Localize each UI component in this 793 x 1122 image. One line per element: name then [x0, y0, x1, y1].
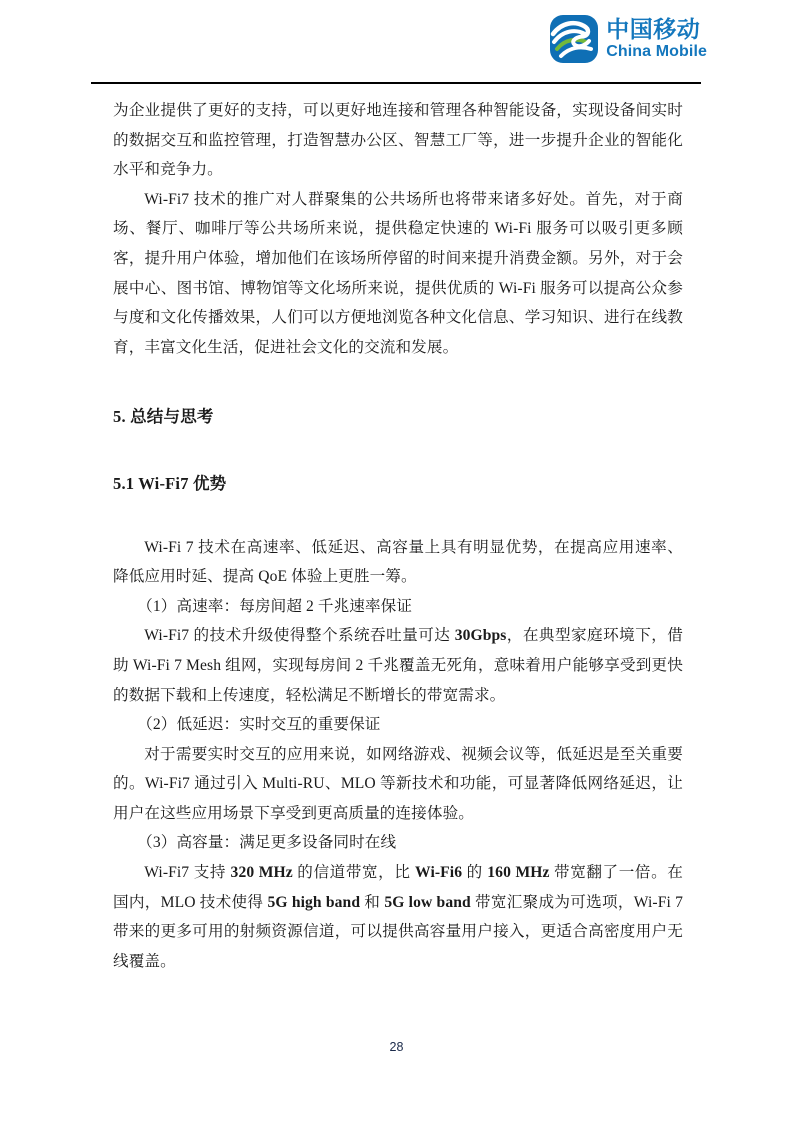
spacer-before-section-heading	[113, 362, 683, 402]
text-run: ，在典型家庭环境下，借助 Wi-Fi 7 Mesh 组网，实现每房间 2 千兆覆盖无死角，意味着用户能够享受到更快的数据下载和上传速度，轻松满足不断增长的带宽需求。	[113, 627, 683, 704]
text-run: 和	[360, 893, 385, 911]
china-mobile-logo	[549, 14, 707, 64]
text-run: Wi-Fi7 支持	[144, 864, 231, 882]
bold-wifi6: Wi-Fi6	[415, 864, 463, 882]
spacer-after-subsection-heading	[113, 499, 683, 533]
section-heading-5: 5. 总结与思考	[113, 407, 214, 427]
bold-throughput-value: 30Gbps	[454, 627, 507, 645]
document-body	[113, 96, 683, 976]
logo-chinese-name: 中国移动	[606, 16, 701, 42]
bold-5g-low-band: 5G low band	[384, 893, 471, 911]
text-run: 带宽翻了一倍。在国内，MLO 技术使得	[113, 864, 683, 911]
text-run: Wi-Fi7 的技术升级使得整个系统吞吐量可达	[144, 627, 455, 645]
logo-wordmark	[606, 18, 707, 60]
spacer-after-section-heading	[113, 432, 683, 469]
paragraph-continuation: 为企业提供了更好的支持，可以更好地连接和管理各种智能设备，实现设备间实时的数据交互和监控管理，打造智慧办公区、智慧工厂等，进一步提升企业的智能化水平和竞争力。	[113, 102, 683, 179]
list-item-high-speed: （1）高速率：每房间超 2 千兆速率保证	[137, 597, 413, 615]
bold-5g-high-band: 5G high band	[267, 893, 361, 911]
subsection-heading-5-1: 5.1 Wi-Fi7 优势	[113, 473, 227, 493]
bold-bandwidth-320: 320 MHz	[230, 864, 293, 882]
paragraph-high-speed-detail	[113, 621, 683, 710]
list-item-high-capacity: （3）高容量：满足更多设备同时在线	[137, 834, 397, 852]
text-run: 的	[462, 864, 488, 882]
text-run: 带宽汇聚成为可选项，Wi-Fi 7 带来的更多可用的射频资源信道，可以提供高容量用户接入，更适合高密度用户无线覆盖。	[113, 893, 683, 970]
paragraph-low-latency-detail: 对于需要实时交互的应用来说，如网络游戏、视频会议等，低延迟是至关重要的。Wi-Fi7 通过引入 Multi-RU、MLO 等新技术和功能，可显著降低网络延迟，让用户在这些应用场景下享受到更高质量的连接体验。	[113, 745, 683, 822]
text-run: 的信道带宽，比	[292, 864, 416, 882]
bold-bandwidth-160: 160 MHz	[487, 864, 550, 882]
header-divider-rule	[91, 82, 701, 84]
paragraph-wifi7-advantages-intro: Wi-Fi 7 技术在高速率、低延迟、高容量上具有明显优势，在提高应用速率、降低应用时延、提高 QoE 体验上更胜一筹。	[113, 538, 683, 586]
paragraph-public-venues: Wi-Fi7 技术的推广对人群聚集的公共场所也将带来诸多好处。首先，对于商场、餐厅、咖啡厅等公共场所来说，提供稳定快速的 Wi-Fi 服务可以吸引更多顾客，提升用户体验，增加他们在该场所停留的时间来提升消费金额。另外，对于会展中心、图书馆、博物馆等文化场所来说，提供优质的 Wi-Fi 服务可以提高公众参与度和文化传播效果，人们可以方便地浏览各种文化信息、学习知识、进行在线教育，丰富文化生活，促进社会文化的交流和发展。	[113, 190, 683, 356]
page-number: 28	[389, 1040, 404, 1054]
paragraph-high-capacity-detail	[113, 858, 683, 976]
page-header	[0, 0, 793, 88]
page-footer	[0, 1038, 793, 1056]
list-item-low-latency: （2）低延迟：实时交互的重要保证	[137, 716, 381, 734]
china-mobile-logo-icon	[549, 14, 599, 64]
logo-english-name: China Mobile	[606, 43, 707, 60]
